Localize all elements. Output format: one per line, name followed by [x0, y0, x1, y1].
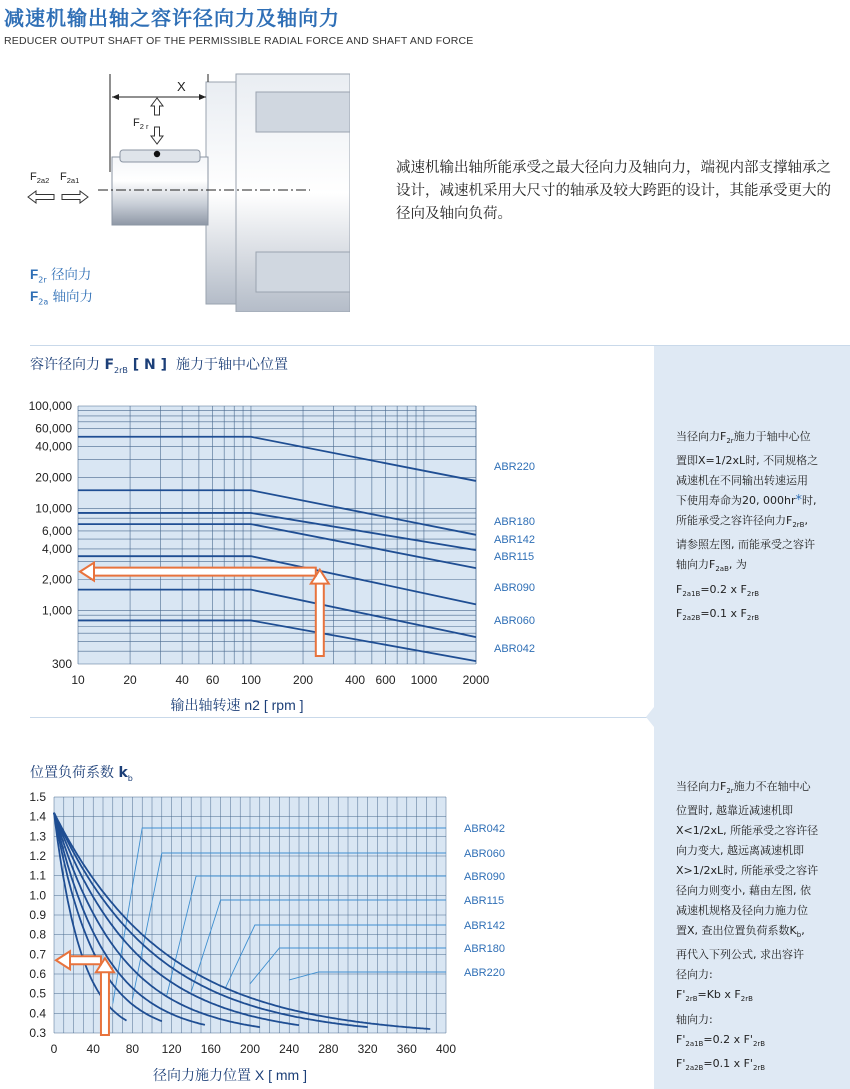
y-tick-label: 1.5	[29, 790, 46, 804]
y-tick-label: 0.6	[29, 967, 46, 981]
series-label-abr180: ABR180	[464, 943, 505, 955]
series-label-abr042: ABR042	[464, 823, 505, 835]
legend-axial: $F_{2a}$ 轴向力	[30, 289, 94, 307]
x-tick-label: 80	[125, 1042, 140, 1056]
series-label-abr090: ABR090	[494, 582, 535, 594]
x-tick-label: 360	[396, 1042, 417, 1056]
x-tick-label: 280	[318, 1042, 339, 1056]
x-tick-label: 20	[123, 673, 137, 687]
allowable-radial-force-chart	[0, 390, 650, 720]
y-tick-label: 0.8	[29, 927, 46, 942]
x-axis-label: 输出轴转速 n2 [ rpm ]	[170, 697, 304, 713]
x-tick-label: 400	[435, 1042, 457, 1056]
y-tick-label: 1.3	[29, 829, 46, 844]
y-tick-label: 0.3	[29, 1026, 46, 1040]
y-tick-label: 40,000	[35, 439, 72, 454]
x-tick-label: 60	[205, 673, 220, 687]
series-label-abr220: ABR220	[494, 461, 535, 473]
x-tick-label: 200	[293, 673, 314, 687]
svg-text:F2a2: $F_{2a2}$	[30, 171, 50, 185]
series-label-abr180: ABR180	[494, 516, 535, 528]
x-tick-label: 0	[50, 1042, 58, 1056]
x-tick-label: 40	[175, 673, 189, 687]
series-label-abr060: ABR060	[494, 615, 535, 627]
y-tick-label: 0.5	[29, 986, 46, 1001]
page-title: 减速机输出轴之容许径向力及轴向力	[4, 6, 340, 30]
x-tick-label: 40	[86, 1042, 100, 1056]
y-tick-label: 1.2	[29, 849, 46, 863]
position-load-factor-chart	[0, 785, 650, 1089]
x-dimension-label: X	[177, 79, 186, 94]
x-tick-label: 120	[161, 1042, 182, 1056]
intro-paragraph: 减速机输出轴所能承受之最大径向力及轴向力，端视内部支撑轴承之设计，减速机采用大尺寸的轴承及较大跨距的设计，其能承受更大的径向及轴向负荷。	[396, 160, 831, 222]
y-tick-label: 20,000	[35, 470, 72, 485]
annotation-arrow-left	[92, 568, 316, 576]
side-note-center-force: 当径向力$F_{2r}$施力于轴中心位 置即X=1/2xL时, 不同规格之 减速机在不同输出转速运用 下使用寿命为20, 000hr*时, 所能承受之容许径向力$F_{2rB}$, 请参照左图, 而能承受之容许 轴向力$F_{2aB}$, 为 $F_{2a1B}=0.2$ x $F_{2rB}$ $F_{2a2B}=0.1$ x $F_{2rB}$	[676, 430, 819, 622]
axial-force-arrows	[28, 191, 88, 203]
series-label-abr060: ABR060	[464, 848, 505, 860]
x-tick-label: 200	[239, 1042, 261, 1056]
y-tick-label: 300	[51, 657, 72, 671]
x-tick-label: 2000	[462, 673, 490, 687]
y-tick-label: 60,000	[35, 421, 72, 436]
y-tick-label: 6,000	[41, 523, 72, 538]
chart2-title: 位置负荷系数 $k_b$	[30, 765, 133, 783]
annotation-arrow-up	[316, 582, 324, 656]
y-tick-label: 1,000	[41, 603, 72, 618]
series-label-abr115: ABR115	[464, 895, 505, 907]
svg-text:F2 r: $F_{2 r}$	[133, 117, 149, 131]
series-label-abr220: ABR220	[464, 967, 505, 979]
series-label-abr042: ABR042	[494, 643, 535, 655]
y-tick-label: 2,000	[41, 572, 72, 587]
legend-radial: $F_{2r}$ 径向力	[30, 267, 92, 285]
y-tick-label: 0.4	[29, 1006, 46, 1021]
y-tick-label: 0.9	[29, 908, 46, 922]
x-tick-label: 10	[71, 673, 85, 687]
series-label-abr115: ABR115	[494, 551, 535, 563]
series-label-abr142: ABR142	[494, 534, 535, 546]
x-tick-label: 160	[200, 1042, 221, 1056]
x-tick-label: 320	[357, 1042, 378, 1056]
series-label-abr090: ABR090	[464, 871, 505, 883]
chart1-title: 容许径向力 $F_{2rB}$ [ N ] 施力于轴中心位置	[30, 357, 288, 375]
series-label-abr142: ABR142	[464, 920, 505, 932]
annotation-arrow-up	[101, 970, 109, 1035]
radial-force-arrow	[151, 98, 163, 144]
x-tick-label: 400	[345, 673, 366, 687]
y-tick-label: 10,000	[35, 501, 72, 516]
x-tick-label: 240	[279, 1042, 300, 1056]
x-tick-label: 600	[375, 673, 396, 687]
y-tick-label: 4,000	[41, 541, 72, 556]
annotation-arrow-left	[68, 956, 101, 964]
y-tick-label: 1.1	[29, 868, 46, 883]
x-tick-label: 100	[240, 673, 261, 687]
y-tick-label: 0.7	[29, 947, 46, 962]
svg-text:F2a1: $F_{2a1}$	[60, 171, 80, 185]
side-note-offset-force: 当径向力$F_{2r}$施力不在轴中心 位置时, 越靠近减速机即 X<1/2xL, 所能承受之容许径 向力变大, 越远离减速机即 X>1/2xL时, 所能承受之容许 径向力则变小, 藉由左图, 依 减速机规格及径向力施力位 置X, 查出位置负荷系数$K_b$, 再代入下列公式, 求出容许 径向力: $F'_{2rB}=Kb$ x $F_{2rB}$ 轴向力: $F'_{2a1B}=0.2$ x $F'_{2rB}$ $F'_{2a2B}=0.1$ x $F'_{2rB}$	[676, 780, 819, 1072]
x-tick-label: 1000	[410, 673, 438, 687]
y-tick-label: 1.0	[29, 888, 46, 903]
page-subtitle: REDUCER OUTPUT SHAFT OF THE PERMISSIBLE RADIAL FORCE AND SHAFT AND FORCE	[4, 35, 474, 47]
y-tick-label: 1.4	[29, 809, 46, 824]
y-tick-label: 100,000	[28, 399, 72, 413]
x-axis-label: 径向力施力位置 X [ mm ]	[153, 1067, 307, 1083]
